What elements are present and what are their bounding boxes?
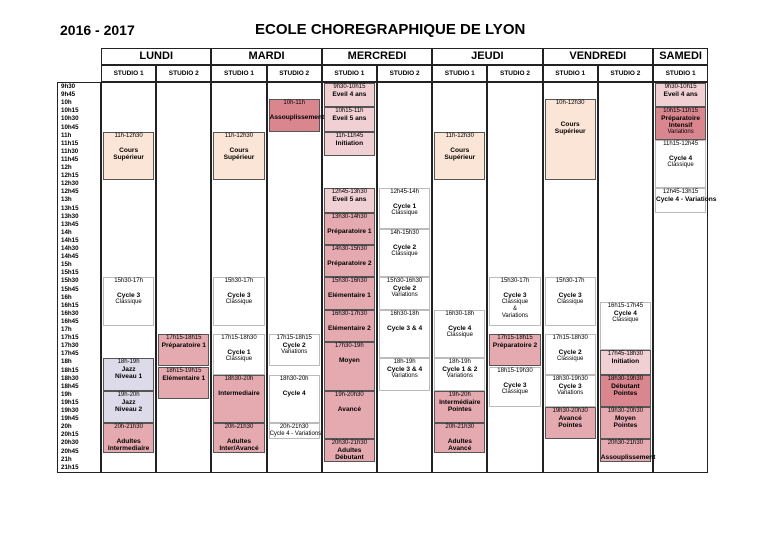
studio-header: STUDIO 2 [267, 65, 322, 82]
class-name: Avancé [337, 405, 361, 413]
class-detail [546, 114, 595, 121]
class-block [269, 334, 320, 366]
class-detail: 19h30-20h30 [607, 408, 644, 414]
class-name: Pointes [613, 422, 638, 429]
class-detail [656, 148, 705, 155]
time-label: 11h15 [61, 139, 79, 147]
time-label: 16h15 [61, 301, 79, 309]
studio-header: STUDIO 1 [432, 65, 487, 82]
class-block [158, 367, 209, 399]
time-label: 10h [61, 99, 72, 107]
class-name: Adultes [226, 438, 252, 446]
class-name: Préparatoire 2 [327, 260, 372, 267]
studio-header: STUDIO 1 [211, 65, 266, 82]
time-label: 15h30 [61, 277, 79, 285]
class-detail: 18h-19h [448, 359, 471, 366]
class-name: Cycle 3 [227, 292, 251, 300]
time-label: 19h [61, 390, 72, 398]
class-name: Moyen [338, 357, 360, 365]
class-block [600, 439, 656, 462]
class-detail [325, 253, 374, 260]
class-name: Cycle 3 & 4 [387, 366, 423, 374]
class-detail: 9h30-10h15 [333, 84, 366, 90]
day-header-vendredi: VENDREDI [543, 48, 653, 65]
time-label: 14h30 [61, 245, 79, 252]
class-detail: Classique [612, 316, 639, 323]
class-detail: 11h-12h30 [224, 132, 254, 139]
class-detail [104, 140, 153, 147]
day-header-jeudi: JEUDI [432, 48, 542, 65]
class-detail: 17h15-18h15 [497, 335, 533, 342]
class-detail [325, 285, 374, 292]
class-detail: 10h-11h [283, 100, 305, 107]
class-detail: Variations [391, 373, 418, 380]
class-detail [435, 140, 484, 147]
class-name: Préparatoire 1 [161, 342, 206, 350]
class-detail: Classique [557, 299, 584, 306]
class-block [434, 310, 485, 359]
class-detail: Variations [501, 313, 529, 320]
class-detail [380, 196, 429, 203]
class-block [545, 277, 596, 326]
class-name: Elémentaire 1 [162, 374, 206, 382]
class-name: Initiation [335, 139, 364, 147]
class-block [324, 391, 375, 440]
class-name: Cycle 4 - Variations [656, 196, 717, 204]
class-name: Cycle 3 [558, 382, 582, 390]
class-detail [325, 221, 374, 228]
class-detail: Classique [391, 250, 418, 257]
class-detail: 14h30-15h30 [331, 246, 368, 252]
time-label: 18h15 [61, 366, 79, 374]
class-name: Cycle 2 [558, 349, 582, 357]
class-block [324, 310, 375, 342]
class-name: Pointes [558, 422, 583, 429]
class-detail: & [512, 306, 517, 313]
class-detail: 20h-21h30 [224, 424, 254, 431]
time-label: 13h15 [61, 204, 79, 212]
class-detail: Classique [225, 299, 253, 306]
studio-column [156, 82, 211, 473]
class-block [213, 334, 264, 375]
class-name: Préparatoire 1 [327, 227, 372, 235]
time-label: 20h [61, 423, 72, 431]
class-name: Niveau 1 [115, 373, 143, 381]
time-label: 16h [61, 293, 72, 301]
time-label: 9h30 [61, 83, 76, 90]
schedule-grid [57, 48, 717, 473]
class-name: Cycle 3 [503, 292, 527, 300]
time-label: 10h15 [61, 107, 79, 115]
class-detail: Classique [446, 331, 473, 338]
day-header-mercredi: MERCREDI [322, 48, 432, 65]
class-detail: 18h30-19h30 [607, 375, 644, 382]
class-name: Supérieur [223, 153, 255, 161]
class-detail [490, 285, 539, 292]
class-detail: Variations [391, 292, 418, 299]
class-block [434, 132, 485, 181]
class-detail [104, 285, 153, 292]
time-column [57, 82, 101, 473]
class-name: Eveil 5 ans [332, 115, 367, 123]
class-block [434, 423, 485, 453]
class-detail: 17h15-18h15 [166, 335, 202, 342]
class-block [600, 302, 651, 351]
class-block [213, 277, 264, 326]
class-detail: 18h30-20h [224, 375, 254, 382]
time-label: 10h45 [61, 123, 79, 131]
class-detail: 14h-15h30 [390, 229, 419, 236]
time-label: 20h30 [61, 439, 79, 447]
class-block [489, 367, 540, 408]
time-label: 13h [61, 196, 72, 204]
class-block [324, 342, 375, 391]
time-label: 15h45 [61, 285, 79, 293]
class-detail [214, 383, 263, 390]
class-detail [104, 431, 153, 438]
class-detail: 16h30-18h [445, 310, 475, 317]
class-detail: 18h15-19h15 [166, 367, 202, 374]
class-name: Cours [450, 146, 470, 154]
class-detail: 15h30-17h [500, 278, 530, 285]
class-name: Avancé [558, 415, 582, 422]
class-block [379, 310, 430, 359]
class-name: Préparatoire [661, 115, 701, 123]
class-detail [546, 107, 595, 114]
time-label: 12h15 [61, 172, 79, 180]
class-detail: 17h45-18h30 [607, 351, 644, 358]
class-block [158, 334, 209, 366]
class-block [324, 188, 375, 212]
class-detail: 11h15-12h45 [663, 140, 699, 147]
class-detail: 11h-12h30 [445, 132, 474, 139]
class-name: Avancé [448, 445, 472, 453]
class-detail [601, 447, 650, 454]
time-label: 17h45 [61, 350, 79, 358]
class-name: Cycle 1 [393, 203, 417, 211]
class-detail: 10h15-11h [335, 108, 364, 115]
class-block [103, 277, 154, 326]
class-detail: 15h30-16h30 [331, 278, 368, 285]
studio-header: STUDIO 2 [487, 65, 542, 82]
class-detail: 20h-21h30 [279, 424, 309, 431]
class-name: Supérieur [113, 153, 144, 161]
time-label: 11h30 [61, 147, 79, 155]
class-detail: 17h30-19h [335, 343, 364, 350]
class-name: Supérieur [554, 128, 586, 136]
class-block [103, 391, 154, 423]
time-label: 19h15 [61, 398, 79, 406]
class-detail: 10h15-11h15 [663, 108, 699, 115]
class-detail: 18h15-19h30 [497, 367, 533, 374]
studio-header: STUDIO 1 [322, 65, 377, 82]
time-label: 19h45 [61, 415, 79, 423]
time-label: 20h15 [61, 431, 79, 439]
time-label: 21h15 [61, 463, 79, 471]
time-label: 20h45 [61, 447, 79, 455]
class-block [655, 140, 706, 189]
time-label: 12h45 [61, 188, 79, 196]
class-block [213, 375, 264, 424]
school-year: 2016 - 2017 [60, 22, 135, 38]
class-detail [214, 431, 263, 438]
time-label: 10h30 [61, 115, 79, 123]
class-name: Adultes [116, 438, 141, 446]
class-name: Cycle 2 [282, 342, 306, 350]
class-name: Pointes [447, 405, 472, 413]
time-label: 14h [61, 228, 72, 236]
class-detail: 18h-19h [393, 359, 416, 366]
class-name: Cycle 2 [393, 285, 417, 293]
class-detail [214, 140, 263, 147]
class-block [379, 358, 430, 390]
class-block [434, 391, 485, 423]
class-name: Elémentaire 1 [327, 292, 371, 300]
class-detail: Classique [115, 299, 142, 306]
class-detail: 20h30-21h30 [331, 440, 368, 447]
class-name: Supérieur [444, 153, 476, 161]
time-label: 15h15 [61, 269, 79, 277]
class-name: Intensif [668, 122, 693, 130]
time-label: 15h [61, 261, 72, 269]
class-detail: 19h30-20h30 [552, 408, 588, 414]
class-name: Cours [560, 121, 580, 129]
class-name: Cours [229, 146, 249, 154]
class-name: Cycle 1 [227, 349, 251, 357]
class-detail [435, 431, 484, 438]
class-detail: 18h30-19h30 [552, 375, 588, 382]
school-title: ECOLE CHOREGRAPHIQUE DE LYON [255, 21, 526, 38]
class-detail: 12h45-13h30 [331, 189, 368, 196]
class-detail: Classique [391, 210, 418, 217]
class-block [269, 375, 320, 424]
class-name: Pointes [613, 389, 638, 397]
class-block [545, 99, 596, 180]
class-block [600, 350, 651, 374]
class-detail: Variations [667, 129, 694, 136]
class-name: Eveil 4 ans [663, 91, 698, 98]
class-name: Débutant [611, 382, 640, 390]
class-detail: Classique [225, 356, 253, 363]
class-detail [214, 285, 263, 292]
studio-header: STUDIO 1 [101, 65, 156, 82]
studio-header: STUDIO 1 [543, 65, 598, 82]
class-block [324, 439, 375, 462]
class-name: Adultes [447, 438, 472, 446]
class-detail: 15h30-17h [555, 278, 585, 285]
time-label: 17h30 [61, 342, 79, 350]
class-block [269, 99, 325, 131]
class-detail: 19h-20h30 [335, 391, 364, 398]
class-name: Cycle 4 [282, 389, 306, 397]
class-detail: Classique [501, 388, 529, 395]
class-detail: 16h15-17h45 [607, 302, 644, 309]
class-detail [546, 285, 595, 292]
class-detail: 12h45-13h15 [662, 189, 699, 196]
class-detail [325, 399, 374, 406]
class-detail: 18h30-20h [279, 375, 309, 382]
class-block [324, 277, 375, 309]
studio-header: STUDIO 2 [598, 65, 653, 82]
class-detail: 11h-11h45 [335, 132, 364, 139]
class-detail: Classique [501, 299, 529, 306]
time-label: 11h [61, 131, 72, 139]
class-detail [325, 350, 374, 357]
class-name: Assouplissement [600, 454, 656, 462]
class-detail: 20h-21h30 [114, 424, 143, 431]
day-header-mardi: MARDI [211, 48, 321, 65]
class-detail: Variations [446, 373, 473, 380]
time-label: 18h45 [61, 382, 79, 390]
class-name: Initiation [611, 358, 640, 366]
class-detail: 17h15-18h30 [552, 335, 588, 342]
class-block [103, 132, 154, 181]
class-detail: 9h30-10h15 [664, 84, 697, 90]
time-label: 12h [61, 164, 72, 171]
class-name: Cycle 3 [558, 292, 582, 300]
class-name: Intermediaire [107, 445, 150, 453]
time-label: 19h30 [61, 407, 79, 414]
time-label: 13h45 [61, 220, 79, 228]
class-block [103, 358, 154, 390]
class-block [213, 132, 264, 181]
class-block [103, 423, 154, 453]
time-label: 16h45 [61, 317, 79, 325]
class-block [213, 423, 264, 453]
class-name: Niveau 2 [115, 405, 143, 413]
class-name: Cycle 3 [503, 381, 527, 389]
day-header-lundi: LUNDI [101, 48, 211, 65]
class-block [545, 375, 596, 407]
class-detail: 15h30-17h [114, 278, 143, 285]
studio-header: STUDIO 2 [377, 65, 432, 82]
studio-header: STUDIO 2 [156, 65, 211, 82]
class-name: Cycle 4 [613, 309, 637, 317]
time-label: 18h [61, 358, 72, 366]
class-detail [270, 383, 319, 390]
class-name: Cycle 4 [669, 154, 693, 162]
class-block [655, 83, 706, 107]
class-name: Moyen [614, 415, 636, 422]
class-block [545, 407, 596, 439]
class-detail: 16h30-18h [390, 310, 419, 317]
class-detail: 18h-19h [117, 359, 140, 366]
class-detail: 16h30-17h30 [331, 310, 368, 317]
class-detail: 10h-12h30 [555, 100, 585, 107]
class-name: Eveil 5 ans [332, 196, 367, 204]
class-block [655, 188, 717, 212]
class-name: Assouplissement [269, 114, 325, 122]
time-label: 12h30 [61, 180, 79, 188]
class-block [600, 407, 651, 439]
class-detail [546, 342, 595, 349]
class-detail: Variations [281, 349, 308, 356]
class-detail [380, 237, 429, 244]
time-label: 21h [61, 455, 72, 463]
class-name: Cours [119, 146, 139, 154]
class-name: Inter/Avancé [219, 445, 259, 453]
class-name: Cycle 4 [448, 324, 472, 332]
class-name: Intermediaire [218, 389, 260, 397]
class-name: Elémentaire 2 [327, 324, 371, 332]
class-block [489, 277, 540, 326]
time-label: 9h45 [61, 91, 76, 99]
class-detail: Classique [557, 356, 584, 363]
class-detail [270, 107, 319, 114]
class-name: Préparatoire 2 [492, 342, 538, 350]
class-detail: 13h30-14h30 [331, 213, 368, 220]
class-block [324, 132, 375, 156]
class-detail [325, 318, 374, 325]
class-name: Intermédiaire [439, 398, 481, 406]
class-block [489, 334, 540, 366]
class-name: Cycle 3 [117, 292, 141, 300]
class-name: Jazz [121, 398, 136, 406]
time-label: 14h15 [61, 236, 79, 244]
class-name: Débutant [335, 454, 364, 462]
class-block [324, 107, 375, 131]
time-label: 13h30 [61, 212, 79, 220]
class-detail [214, 342, 263, 349]
class-name: Cycle 3 & 4 [387, 324, 423, 332]
class-detail: 15h30-16h30 [386, 278, 423, 285]
class-detail: 17h15-18h30 [221, 335, 257, 342]
class-detail: 20h30-21h30 [607, 440, 644, 447]
class-detail: 11h-12h30 [114, 132, 143, 139]
class-detail [435, 318, 484, 325]
time-label: 17h [61, 326, 72, 333]
class-detail [490, 375, 539, 382]
class-name: Adultes [337, 447, 362, 455]
class-block [379, 277, 430, 309]
class-block [379, 188, 430, 229]
day-header-samedi: SAMEDI [653, 48, 708, 65]
class-detail: 12h45-14h [390, 189, 419, 196]
class-detail: Variations [557, 389, 584, 396]
class-name: Jazz [121, 366, 136, 374]
class-block [324, 245, 375, 277]
class-block [379, 229, 430, 278]
class-detail: 15h30-17h [224, 278, 254, 285]
class-detail: 20h-21h30 [445, 424, 475, 431]
class-block [324, 83, 375, 107]
class-block [655, 107, 706, 139]
time-label: 18h30 [61, 374, 79, 382]
class-detail [380, 318, 429, 325]
class-block [545, 334, 596, 375]
class-detail: Classique [667, 161, 694, 168]
class-block [269, 423, 320, 439]
class-name: Cycle 2 [393, 243, 417, 251]
time-label: 17h15 [61, 334, 79, 342]
class-detail: 17h15-18h15 [276, 335, 312, 342]
class-detail: 19h-20h [448, 391, 471, 398]
class-block [600, 375, 651, 407]
class-block [434, 358, 485, 390]
time-label: 14h45 [61, 253, 79, 261]
class-name: Eveil 4 ans [332, 91, 367, 98]
time-label: 11h45 [61, 155, 79, 163]
class-block [324, 213, 375, 245]
class-detail: 19h-20h [117, 391, 140, 398]
class-name: Cycle 1 & 2 [442, 366, 478, 374]
class-detail: Cycle 4 - Variations [269, 431, 322, 438]
studio-header: STUDIO 1 [653, 65, 708, 82]
time-label: 16h30 [61, 309, 79, 317]
